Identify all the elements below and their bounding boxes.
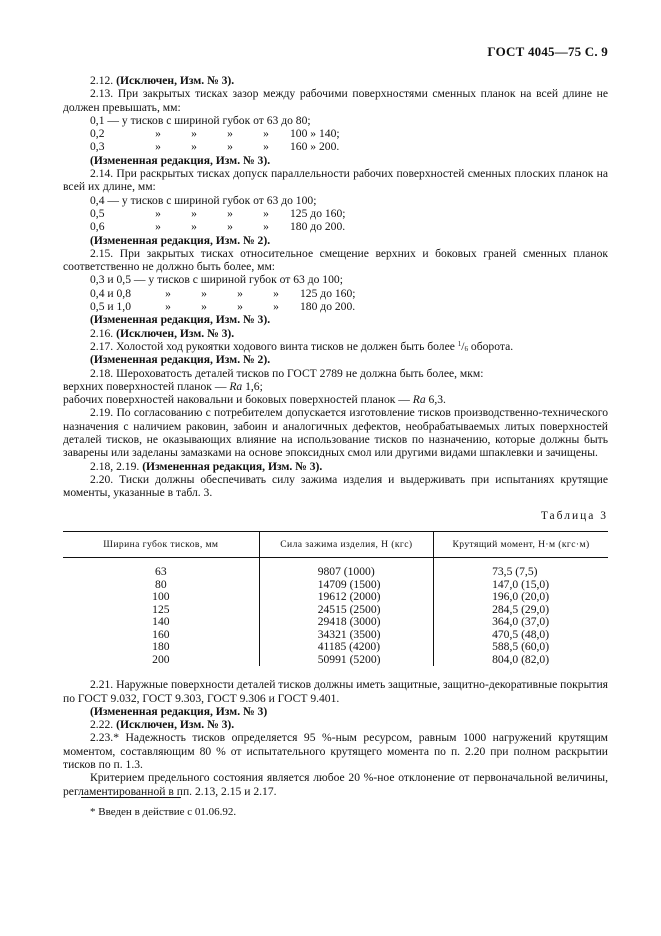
clause-2-17: 2.17. Холостой ход рукоятки ходового винта тисков не должен быть более $^1/_6$ оборота. [90, 339, 514, 353]
clause-2-21: 2.21. Наружные поверхности деталей тисков должны иметь защитные, защитно-декоративные покрытия по ГОСТ 9.032, ГОСТ 9.303, ГОСТ 9.306 и ГОСТ 9.401. [63, 678, 608, 705]
clause-2-20: 2.20. Тиски должны обеспечивать силу зажима изделия и выдерживать при испытаниях крутящие моменты, указанные в табл. 3. [63, 472, 608, 500]
clause-2-13-row: 0,1 — у тисков с шириной губок от 63 до 80; [90, 113, 311, 127]
clause-2-14-row: 0,6 » » » » 180 до 200. [90, 220, 346, 234]
footnote: * Введен в действие с 01.06.92. [90, 806, 237, 818]
table-row: 100 19612 (2000) 196,0 (20,0) [63, 591, 608, 604]
clause-2-13-row: 0,2 » » » » 100 » 140; [90, 127, 340, 141]
clause-2-15-row: 0,3 и 0,5 — у тисков с шириной губок от 63 до 100; [90, 273, 343, 287]
table-header-clamp-force: Сила зажима изделия, Н (кгс) [259, 531, 433, 558]
clause-2-14-row: 0,5 » » » » 125 до 160; [90, 206, 346, 220]
clause-2-18-line: верхних поверхностей планок — Ra 1,6; [63, 379, 263, 393]
footnote-rule [81, 797, 181, 798]
table-row: 125 24515 (2500) 284,5 (29,0) [63, 604, 608, 617]
clause-2-18-line: рабочих поверхностей наковальни и боковых поверхностей планок — Ra 6,3. [63, 393, 446, 407]
clause-2-13: 2.13. При закрытых тисках зазор между рабочими поверхностями сменных планок на всей длине не должен превышать, мм: [63, 87, 608, 114]
clause-2-12: 2.12. (Исключен, Изм. № 3). [90, 74, 235, 87]
table-row: 80 14709 (1500) 147,0 (15,0) [63, 579, 608, 592]
clause-2-14: 2.14. При раскрытых тисках допуск параллельности рабочих поверхностей сменных плоских планок на всей их длине, мм: [63, 167, 608, 194]
table-header-jaw-width: Ширина губок тисков, мм [63, 531, 259, 558]
table-row: 160 34321 (3500) 470,5 (48,0) [63, 629, 608, 642]
edit-note: (Измененная редакция, Изм. № 3). [90, 313, 271, 327]
clause-2-13-row: 0,3 » » » » 160 » 200. [90, 140, 340, 154]
clause-2-15-row: 0,5 и 1,0 » » » » 180 до 200. [90, 300, 356, 314]
clause-2-23: 2.23.* Надежность тисков определяется 95 %-ным ресурсом, равным 1000 нагружений крутящим моментом, составляющим 80 % от испытательного крутящего момента по п. 2.20 при полном раскрытии тисков по п. 1.3. [63, 731, 608, 772]
clause-2-16: 2.16. (Исключен, Изм. № 3). [90, 326, 235, 340]
table-row: 63 9807 (1000) 73,5 (7,5) [63, 558, 608, 579]
clause-2-15-row: 0,4 и 0,8 » » » » 125 до 160; [90, 286, 356, 300]
edit-note: (Измененная редакция, Изм. № 3) [90, 704, 268, 718]
clause-2-19: 2.19. По согласованию с потребителем допускается изготовление тисков производственно-технического назначения с наличием раковин, забоин и аналогичных дефектов, необрабатываемых литых поверхностей деталей тисков, не оказывающих влияние на использование тисков по назначению, которые должны быть заварены или заделаны замазками на основе эпоксидных смол или другими видами шпаклевки и зачищены. [63, 406, 608, 460]
edit-note: (Измененная редакция, Изм. № 2). [90, 353, 271, 367]
clause-2-14-row: 0,4 — у тисков с шириной губок от 63 до 100; [90, 193, 317, 207]
clause-2-22: 2.22. (Исключен, Изм. № 3). [90, 718, 235, 732]
clause-2-18: 2.18. Шероховатость деталей тисков по ГОСТ 2789 не должна быть более, мкм: [90, 366, 484, 380]
document-body [63, 74, 608, 798]
edit-note: (Измененная редакция, Изм. № 3). [90, 153, 271, 167]
clause-2-15: 2.15. При закрытых тисках относительное смещение верхних и боковых граней сменных планок соответственно не должно быть более, мм: [63, 246, 608, 274]
table-row: 140 29418 (3000) 364,0 (37,0) [63, 616, 608, 629]
edit-note: (Измененная редакция, Изм. № 2). [90, 233, 271, 247]
torque-table [63, 531, 608, 667]
page-header: ГОСТ 4045—75 С. 9 [487, 44, 608, 59]
table-row: 200 50991 (5200) 804,0 (82,0) [63, 654, 608, 667]
clause-2-23-criterion: Критерием предельного состояния является любое 20 %-ное отклонение от первоначальной величины, регламентированной в пп. 2.13, 2.15 и 2.17. [63, 771, 608, 798]
table-row: 180 41185 (4200) 588,5 (60,0) [63, 641, 608, 654]
table-caption: Таблица 3 [540, 509, 608, 522]
table-header-torque: Крутящий момент, Н·м (кгс·м) [434, 531, 608, 558]
clause-2-18-2-19-edit: 2.18, 2.19. (Измененная редакция, Изм. № 3). [90, 459, 323, 473]
